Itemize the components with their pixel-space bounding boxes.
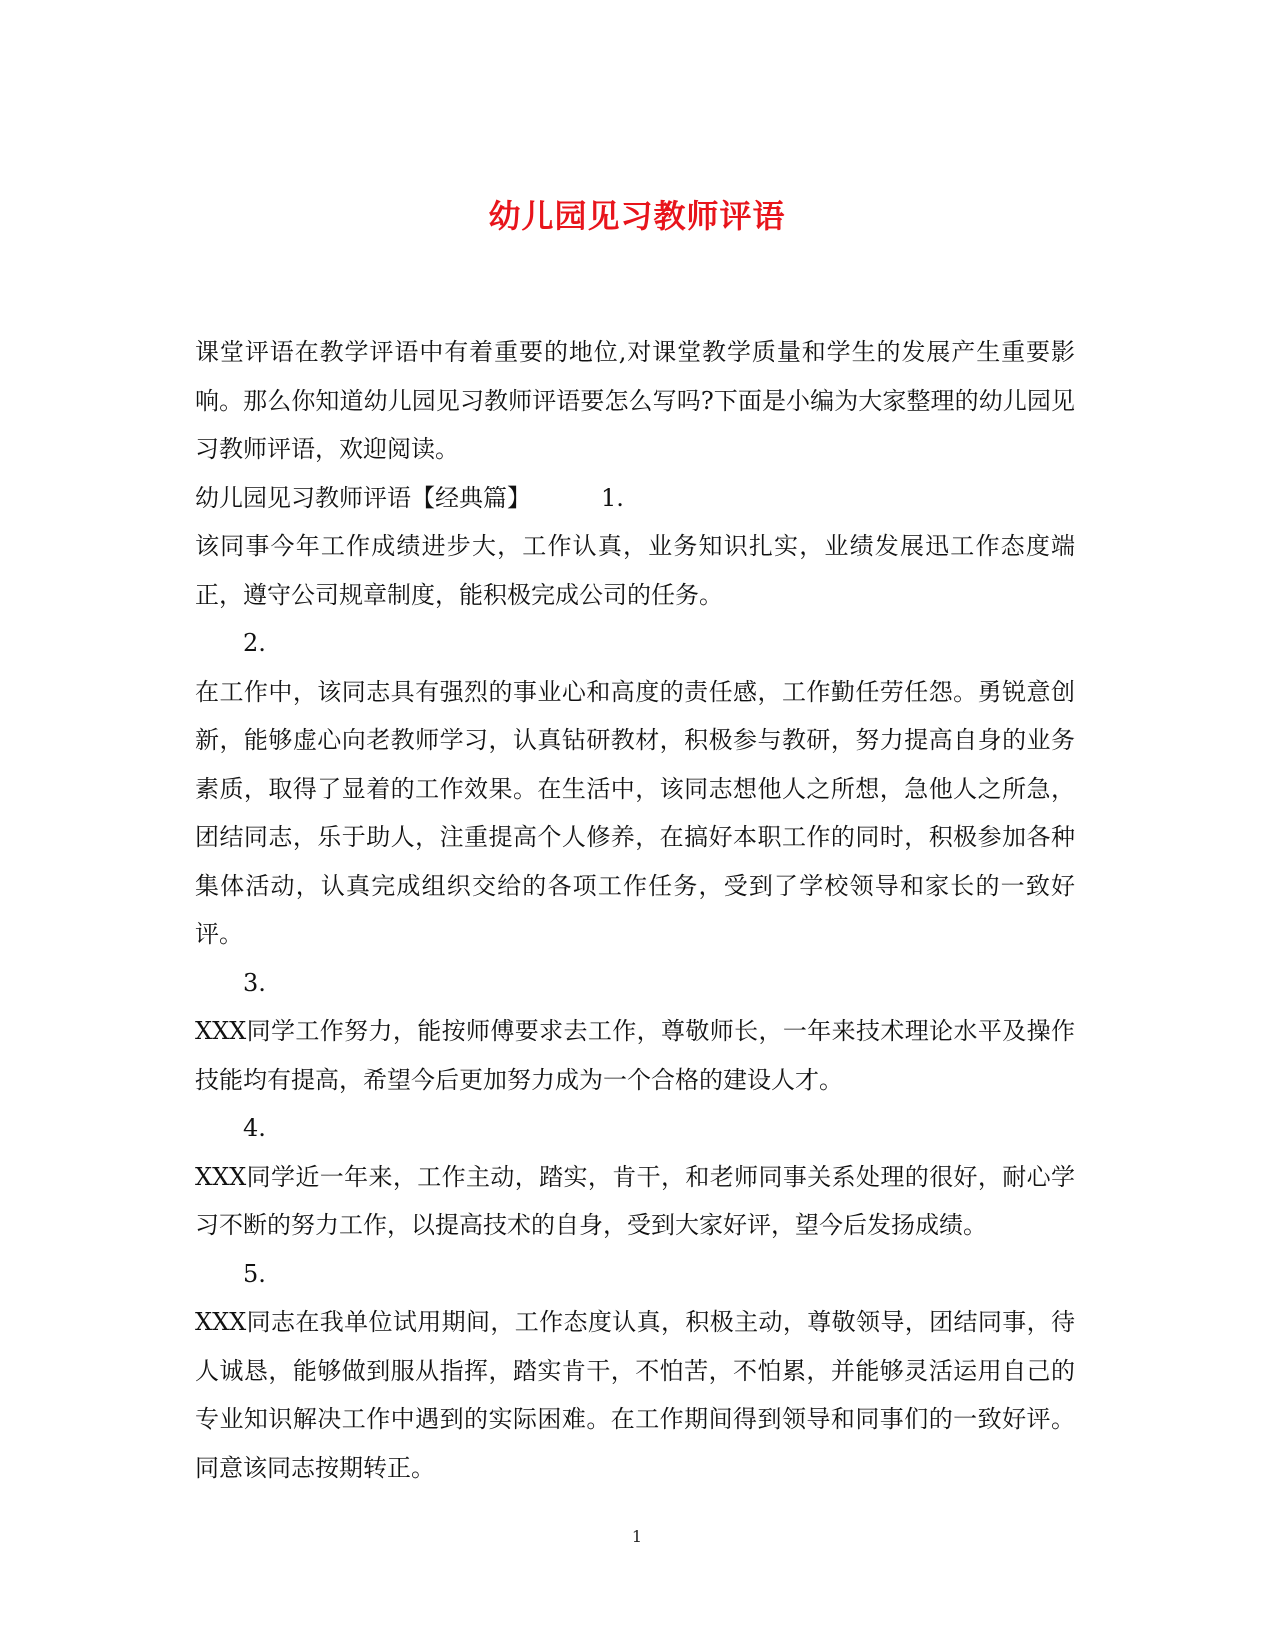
item-text-4: XXX同学近一年来，工作主动，踏实，肯干，和老师同事关系处理的很好，耐心学习不断的努力工作，以提高技术的自身，受到大家好评，望今后发扬成绩。 [195,1162,1075,1239]
document-body [195,328,1075,1492]
section-heading-line [195,474,1075,523]
document-title: 幼儿园见习教师评语 [488,197,786,236]
intro-paragraph: 课堂评语在教学评语中有着重要的地位,对课堂教学质量和学生的发展产生重要影响。那么你知道幼儿园见习教师评语要怎么写吗?下面是小编为大家整理的幼儿园见习教师评语，欢迎阅读。 [195,338,1075,463]
page-number: 1 [631,1527,643,1546]
section-heading: 幼儿园见习教师评语【经典篇】 [195,483,531,512]
item-number-4: 4. [243,1114,266,1142]
item-number-1: 1. [601,483,624,512]
item-number-2: 2. [243,629,266,657]
item-number-5: 5. [243,1259,266,1288]
item-text-5: XXX同志在我单位试用期间，工作态度认真，积极主动，尊敬领导，团结同事，待人诚恳，能够做到服从指挥，踏实肯干，不怕苦，不怕累，并能够灵活运用自己的专业知识解决工作中遇到的实际困难。在工作期间得到领导和同事们的一致好评。同意该同志按期转正。 [195,1308,1075,1482]
item-text-2: 在工作中，该同志具有强烈的事业心和高度的责任感，工作勤任劳任怨。勇锐意创新，能够虚心向老教师学习，认真钻研教材，积极参与教研，努力提高自身的业务素质，取得了显着的工作效果。在生活中，该同志想他人之所想，急他人之所急，团结同志，乐于助人，注重提高个人修养，在搞好本职工作的同时，积极参加各种集体活动，认真完成组织交给的各项工作任务，受到了学校领导和家长的一致好评。 [195,677,1075,948]
item-text-1: 该同事今年工作成绩进步大，工作认真，业务知识扎实，业绩发展迅工作态度端正，遵守公司规章制度，能积极完成公司的任务。 [195,532,1075,609]
item-text-3: XXX同学工作努力，能按师傅要求去工作，尊敬师长，一年来技术理论水平及操作技能均有提高，希望今后更加努力成为一个合格的建设人才。 [195,1017,1075,1094]
item-number-3: 3. [243,968,266,997]
